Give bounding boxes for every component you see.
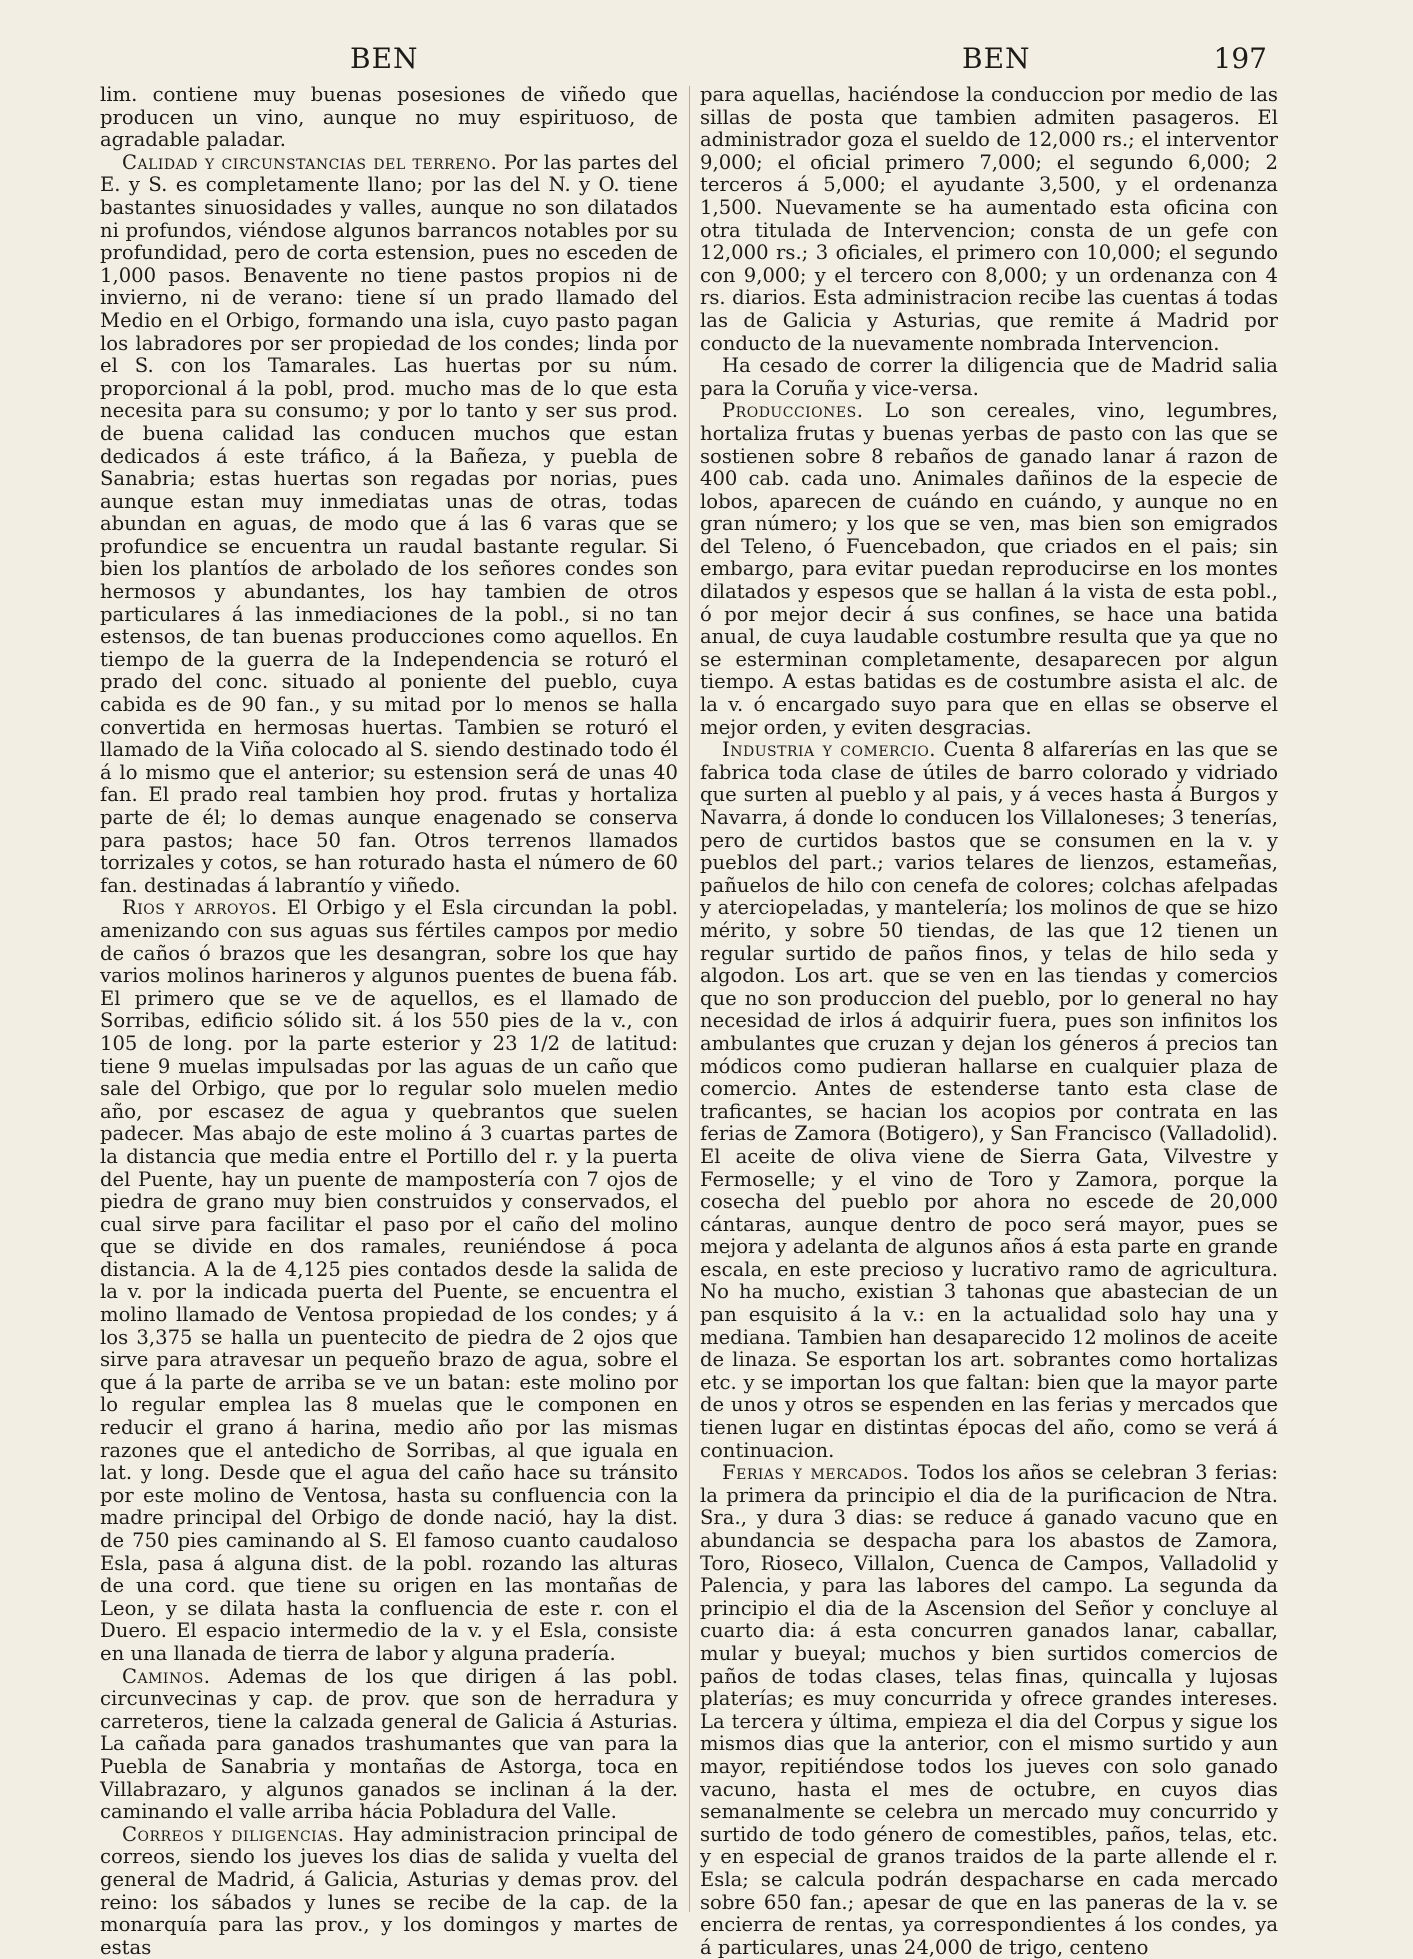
right-column xyxy=(700,84,1278,1959)
running-head-left: BEN xyxy=(350,42,419,75)
running-head-right: BEN xyxy=(962,42,1031,75)
paragraph-correos xyxy=(100,1824,678,1959)
paragraph-diligencia: Ha cesado de correr la diligencia que de Madrid salia para la Coruña y vice-versa. xyxy=(700,354,1278,400)
rubric-producciones: Producciones. xyxy=(722,399,864,423)
column-divider xyxy=(689,86,690,1912)
paragraph-caminos xyxy=(100,1666,678,1824)
paragraph-calidad xyxy=(100,152,678,898)
text-producciones: Lo son cereales, vino, legumbres, hortaliza frutas y buenas yerbas de pasto con las que se sostienen sobre 8 rebaños de ganado lanar á razon de 400 cab. cada uno. Animales dañinos de la especie de lobos, aparecen de cuándo en cuándo, y aunque no en gran número; y los que se ven, mas bien son emigrados del Teleno, ó Fuencebadon, que criados en el pais; sin embargo, para evitar puedan reproducirse en los montes dilatados y espesos que se hallan á la vista de esta pobl., ó por mejor decir á sus confines, se hace una batida anual, de cuya laudable costumbre resulta que ya que no se esterminan completamente, desaparecen por algun tiempo. A estas batidas es de costumbre asista el alc. de la v. ó encargado suyo para que en ellas se observe el mejor orden, y eviten desgracias. xyxy=(700,399,1278,739)
rubric-industria: Industria y comercio. xyxy=(722,738,937,762)
paragraph-ferias xyxy=(700,1462,1278,1959)
rubric-ferias: Ferias y mercados. xyxy=(722,1461,910,1485)
paragraph-producciones xyxy=(700,400,1278,739)
text-rios: El Orbigo y el Esla circundan la pobl. amenizando con sus aguas sus fértiles campos por medio de caños ó brazos que les desangran, sobre los que hay varios molinos harineros y algunos puentes de buena fáb. El primero que se ve de aquellos, es el llamado de Sorribas, edificio sólido sit. á los 550 pies de la v., con 105 de long. por la parte esterior y 23 1/2 de latitud: tiene 9 muelas impulsadas por las aguas de un caño que sale del Orbigo, que por lo regular solo muelen medio año, por escasez de agua y quebrantos que suelen padecer. Mas abajo de este molino á 3 cuartas partes de la distancia que media entre el Portillo del r. y la puerta del Puente, hay un puente de mampostería con 7 ojos de piedra de grano muy bien construidos y conservados, el cual sirve para facilitar el paso por el caño del molino que se divide en dos ramales, reuniéndose á poca distancia. A la de 4,125 pies contados desde la salida de la v. por la indicada puerta del Puente, se encuentra el molino llamado de Ventosa propiedad de los condes; y á los 3,375 se halla un puentecito de piedra de 2 ojos que sirve para atravesar un pequeño brazo de agua, sobre el que á la parte de arriba se ve un batan: este molino por lo regular emplea las 8 muelas que le componen en reducir el grano á harina, medio año por las mismas razones que el antedicho de Sorribas, al que iguala en lat. y long. Desde que el agua del caño hace su tránsito por este molino de Ventosa, hasta su confluencia con la madre principal del Orbigo de donde nació, hay la dist. de 750 pies caminando al S. El famoso cuanto caudaloso Esla, pasa á alguna dist. de la pobl. rozando las alturas de una cord. que tiene su origen en las montañas de Leon, y se dilata hasta la confluencia de este r. con el Duero. El espacio intermedio de la v. y el Esla, consiste en una llanada de tierra de labor y alguna pradería. xyxy=(100,896,679,1665)
rubric-calidad: Calidad y circunstancias del terreno. xyxy=(122,150,498,174)
left-column xyxy=(100,84,678,1959)
paragraph-correos-continuation: para aquellas, haciéndose la conduccion por medio de las sillas de posta que tambien admiten pasageros. El administrador goza el sueldo de 12,000 rs.; el interventor 9,000; el oficial primero 7,000; el segundo 6,000; 2 terceros á 5,000; el ayudante 3,500, y el ordenanza 1,500. Nuevamente se ha aumentado esta oficina con otra titulada de Intervencion; consta de un gefe con 12,000 rs.; 3 oficiales, el primero con 10,000; el segundo con 9,000; y el tercero con 8,000; y un ordenanza con 4 rs. diarios. Esta administracion recibe las cuentas á todas las de Galicia y Asturias, que remite á Madrid por conducto de la nuevamente nombrada Intervencion. xyxy=(700,83,1278,355)
text-industria: Cuenta 8 alfarerías en las que se fabrica toda clase de útiles de barro colorado y vidriado que surten al pueblo y al pais, y á veces hasta á Burgos y Navarra, á donde lo conducen los Villaloneses; 3 tenerías, pero de curtidos bastos que se consumen en la v. y pueblos del part.; varios telares de lienzos, estameñas, pañuelos de hilo con cenefa de colores; colchas afelpadas y aterciopeladas, y mantelería; los molinos de que se hizo mérito, y sobre 50 tiendas, de las que 12 tienen un regular surtido de paños finos, y telas de hilo seda y algodon. Los art. que se ven en las tiendas y comercios que no son produccion del pueblo, por lo general no hay necesidad de irlos á adquirir fuera, pues son infinitos los ambulantes que cruzan y dejan los géneros á precios tan módicos como pudieran hallarse en cualquier plaza de comercio. Antes de estenderse tanto esta clase de traficantes, se hacian los acopios por contrata en las ferias de Zamora (Botigero), y San Francisco (Valladolid). El aceite de oliva viene de Sierra Gata, Vilvestre y Fermoselle; y el vino de Toro y Zamora, porque la cosecha del pueblo por ahora no escede de 20,000 cántaras, aunque dentro de poco será mayor, pues se mejora y adelanta de algunos años á esta parte en grande escala, en este precioso y lucrativo ramo de agricultura. No ha mucho, existian 3 tahonas que abastecian de un pan esquisito á la v.: en la actualidad solo hay una y mediana. Tambien han desaparecido 12 molinos de aceite de linaza. Se esportan los art. sobrantes como hortalizas etc. y se importan los que faltan: bien que la mayor parte de unos y otros se espenden en las ferias y mercados que tienen lugar en distintas épocas del año, como se verá á continuacion. xyxy=(700,738,1278,1462)
text-calidad: Por las partes del E. y S. es completamente llano; por las del N. y O. tiene bastantes sinuosidades y valles, aunque no son dilatados ni profundos, viéndose algunos barrancos notables por su profundidad, pero de corta estension, pues no esceden de 1,000 pasos. Benavente no tiene pastos propios ni de invierno, ni de verano: tiene sí un prado llamado del Medio en el Orbigo, formando una isla, cuyo pasto pagan los labradores por ser propiedad de los condes; linda por el S. con los Tamarales. Las huertas por su núm. proporcional á la pobl, prod. mucho mas de lo que esta necesita para su consumo; y por lo tanto y ser sus prod. de buena calidad las conducen muchos que estan dedicados á este tráfico, á la Bañeza, y puebla de Sanabria; estas huertas son regadas por norias, pues aunque estan muy inmediatas unas de otras, todas abundan en aguas, de modo que á las 6 varas que se profundice se encuentra un raudal bastante regular. Si bien los plantíos de arbolado de los señores condes son hermosos y abundantes, los hay tambien de otros particulares á las inmediaciones de la pobl., si no tan estensos, de tan buenas producciones como aquellos. En tiempo de la guerra de la Independencia se roturó el prado del conc. situado al poniente del pueblo, cuya cabida es de 90 fan., y su mitad por lo menos se halla convertida en hermosas huertas. Tambien se roturó el llamado de la Viña colocado al S. siendo destinado todo él á lo mismo que el anterior; su estension será de unas 40 fan. El prado real tambien hoy prod. frutas y hortaliza parte de él; lo demas aunque enagenado se conserva para pastos; hace 50 fan. Otros terrenos llamados torrizales y cotos, se han roturado hasta el número de 60 fan. destinadas á labrantío y viñedo. xyxy=(100,150,678,897)
rubric-caminos: Caminos. xyxy=(122,1664,211,1688)
paragraph-industria xyxy=(700,739,1278,1462)
paragraph-rios xyxy=(100,897,678,1665)
rubric-correos: Correos y diligencias. xyxy=(122,1822,345,1846)
rubric-rios: Rios y arroyos. xyxy=(122,896,278,920)
page-header xyxy=(0,42,1413,82)
text-caminos: Ademas de los que dirigen á las pobl. circunvecinas y cap. de prov. que son de herradura y carreteros, tiene la calzada general de Galicia á Asturias. La cañada para ganados trashumantes que van para la Puebla de Sanabria y montañas de Astorga, toca en Villabrazaro, y algunos ganados se inclinan á la der. caminando el valle arriba hácia Pobladura del Valle. xyxy=(100,1664,678,1824)
text-correos: Hay administracion principal de correos, siendo los jueves los dias de salida y vuelta del general de Madrid, á Galicia, Asturias y demas prov. del reino: los sábados y lunes se recibe de la cap. de la monarquía para las prov., y los domingos y martes de estas xyxy=(100,1822,678,1959)
paragraph-continuation: lim. contiene muy buenas posesiones de viñedo que producen un vino, aunque no muy espirituoso, de agradable paladar. xyxy=(100,83,678,152)
page-number: 197 xyxy=(1213,42,1267,75)
text-ferias: Todos los años se celebran 3 ferias: la primera da principio el dia de la purificacion de Ntra. Sra., y dura 3 dias: se reduce á ganado vacuno que en abundancia se despacha para los abastos de Zamora, Toro, Rioseco, Villalon, Cuenca de Campos, Valladolid y Palencia, y para las labores del campo. La segunda da principio el dia de la Ascension del Señor y concluye al cuarto dia: á esta concurren ganados lanar, caballar, mular y bueyal; muchos y bien surtidos comercios de paños de todas clases, telas finas, quincalla y lujosas platerías; es muy concurrida y ofrece grandes intereses. La tercera y última, empieza el dia del Corpus y sigue los mismos dias que la anterior, con el mismo surtido y aun mayor, repitiéndose todos los jueves con solo ganado vacuno, hasta el mes de octubre, en cuyos dias semanalmente se celebra un mercado muy concurrido y surtido de todo género de comestibles, paños, telas, etc. y en especial de granos traidos de la parte allende el r. Esla; se calcula podrán despacharse en cada mercado sobre 650 fan.; apesar de que en las paneras de la v. se encierra de rentas, ya correspondientes á los condes, ya á particulares, unas 24,000 de trigo, centeno xyxy=(700,1461,1278,1959)
